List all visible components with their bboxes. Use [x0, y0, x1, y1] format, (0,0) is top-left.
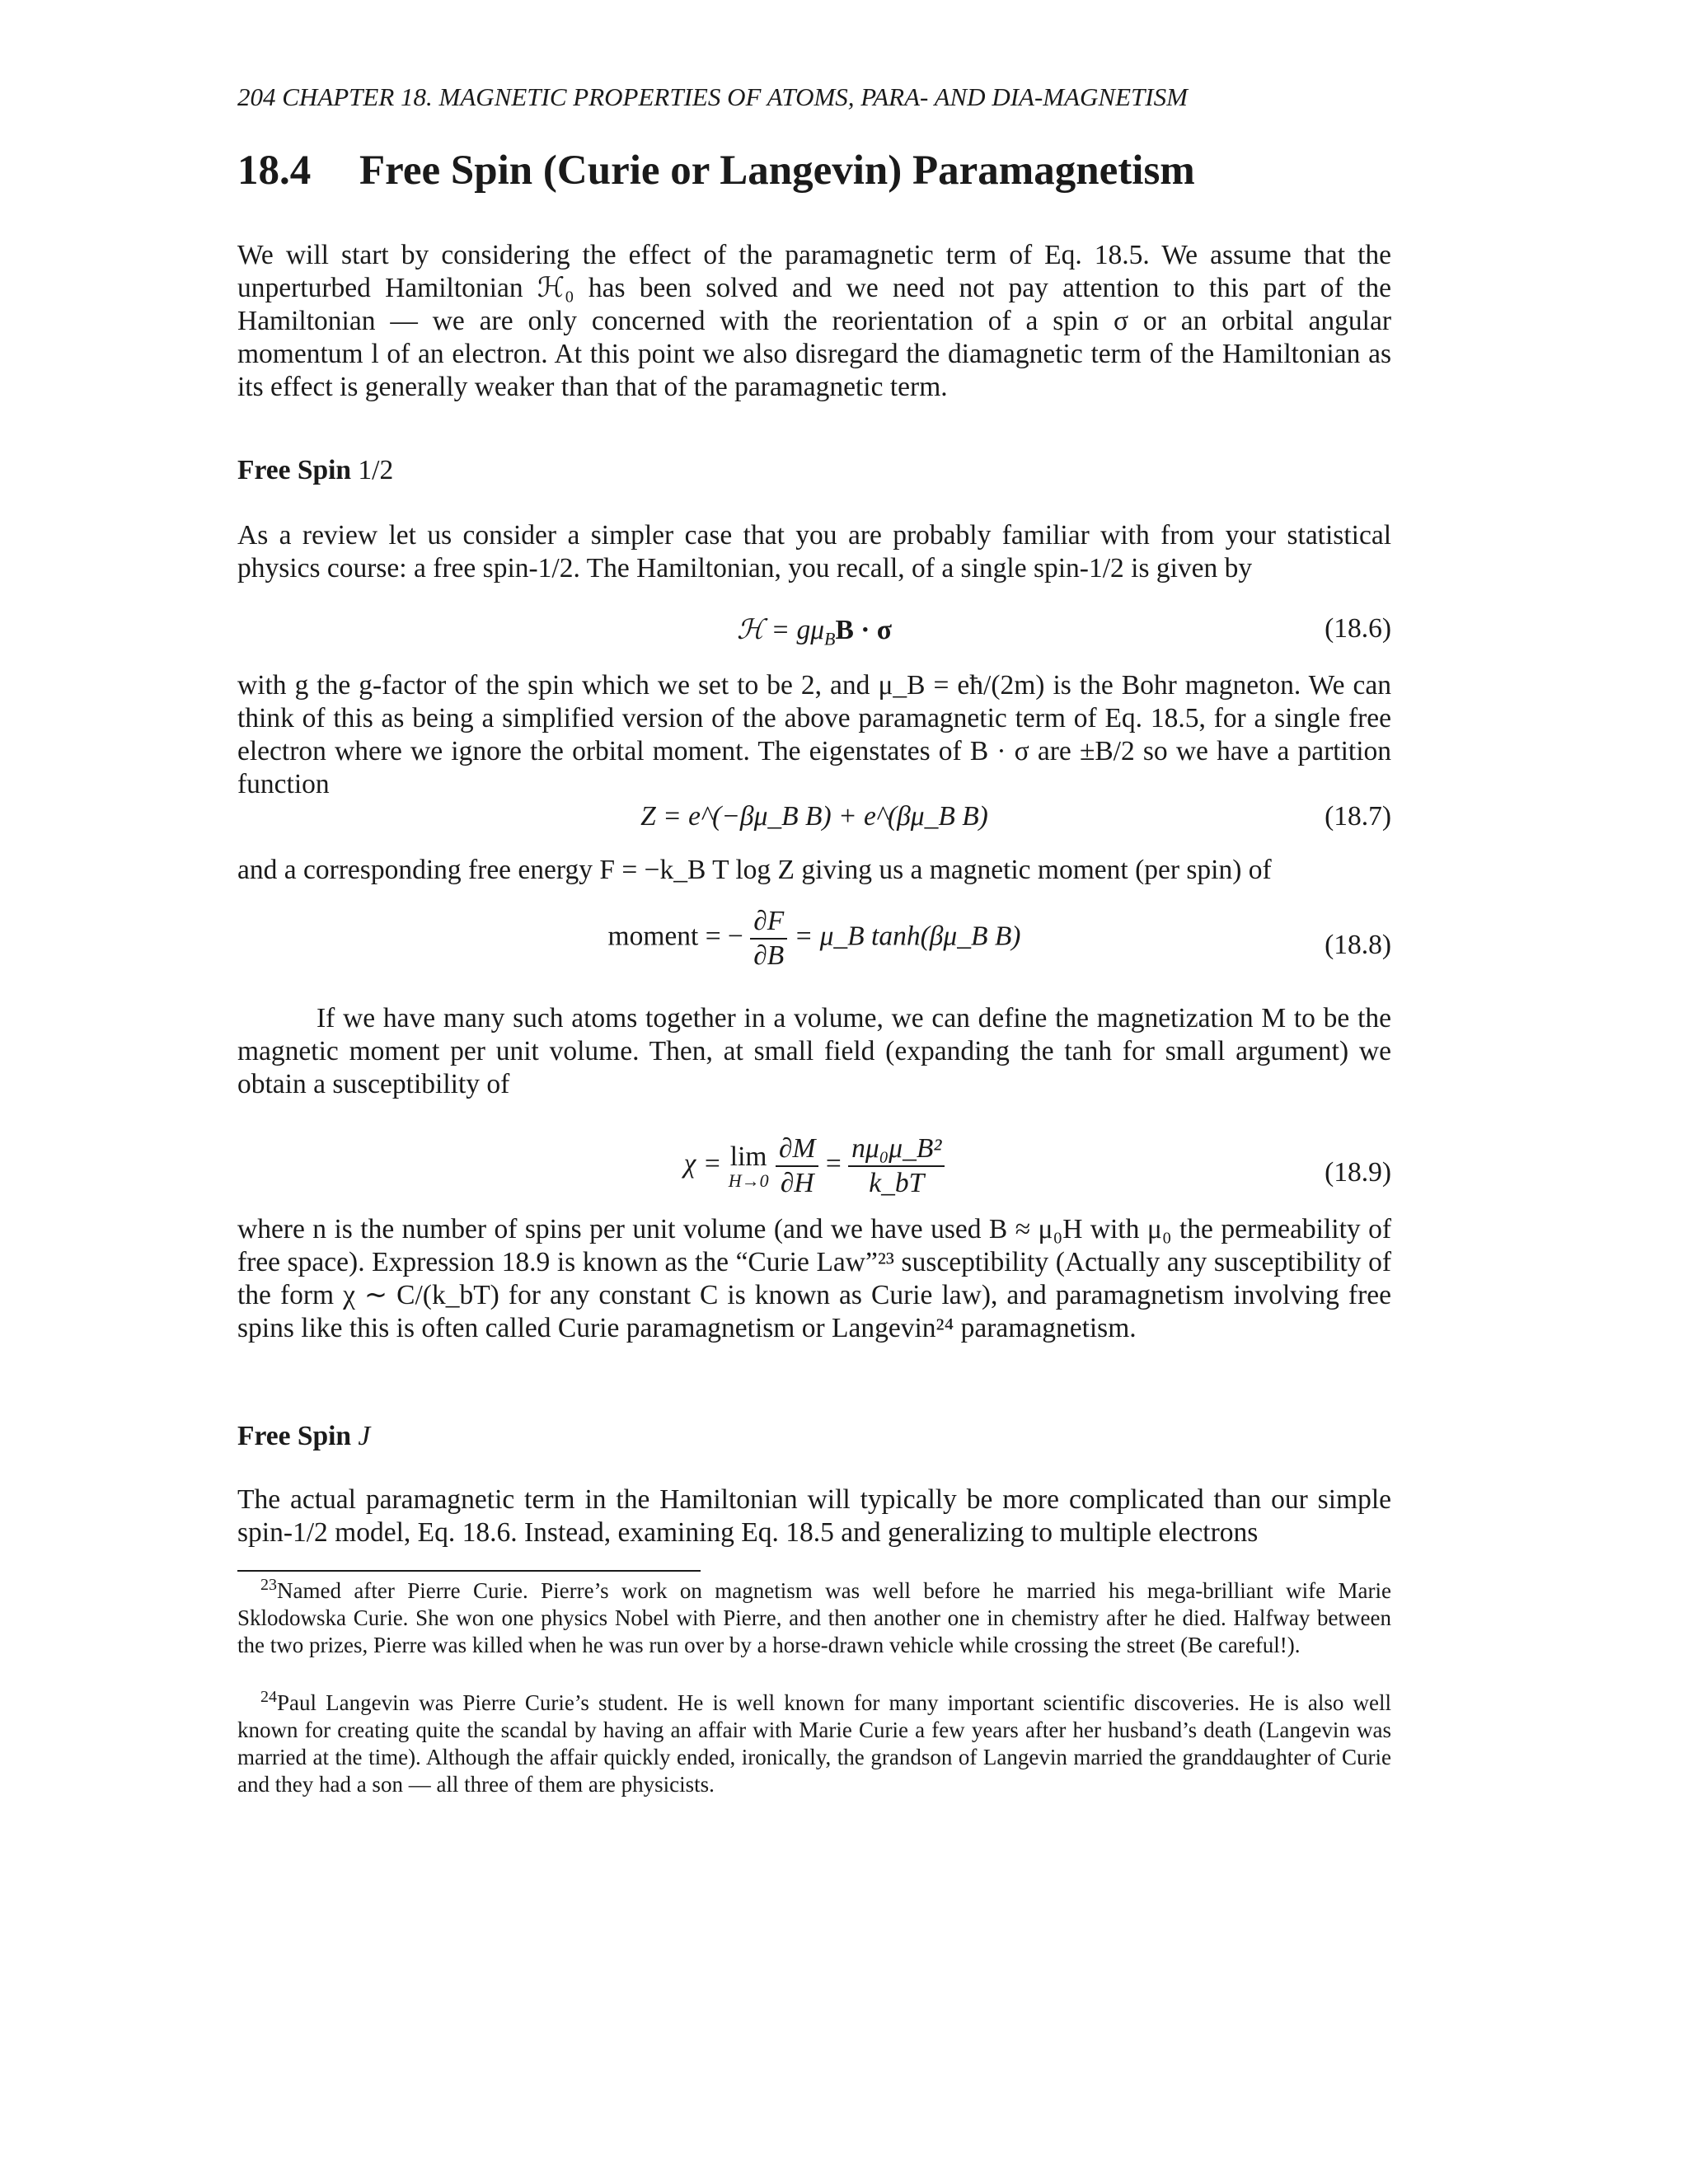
subsection-free-spin-j: [237, 1421, 370, 1452]
actual-term-paragraph: The actual paramagnetic term in the Hamiltonian will typically be more complicated than our simple spin-1/2 model, Eq. 18.6. Instead, examining Eq. 18.5 and generalizing to multiple electrons: [237, 1484, 1391, 1548]
subsection-bold: Free Spin: [237, 455, 352, 485]
subsection-free-spin-half: [237, 455, 393, 486]
section-title: [237, 147, 1391, 194]
equation-number: (18.9): [1325, 1157, 1391, 1188]
equation-18-9-body: χ = lim H→0 $\frac{\partial M}{\partial H}$ = $\frac{\text{nμ₀μ\_B²}}{k\_bT}$: [237, 1132, 1391, 1200]
equation-18-9: [237, 1132, 1391, 1215]
equation-number: (18.6): [1325, 613, 1391, 644]
equation-number: (18.7): [1325, 801, 1391, 832]
many-atoms-paragraph: If we have many such atoms together in a volume, we can define the magnetization M to be the magnetic moment per unit volume. Then, at small field (expanding the tanh for small argument) we obtain a susceptibility of: [237, 1003, 1391, 1099]
equation-18-6: [237, 613, 1391, 663]
footnote-mark: 24: [260, 1688, 277, 1706]
footnote-rule: [237, 1570, 701, 1572]
curie-paragraph: where n is the number of spins per unit volume (and we have used B ≈ μ₀H with μ₀ the permeability of free space). Expression 18.9 is known as the “Curie Law”²³ susceptibility (Actually any susceptibility of the form χ ∼ C/(k_bT) for any constant C is known as Curie law), and paramagnetism involving free spins like this is often called Curie paramagnetism or Langevin²⁴ paramagnetism.: [237, 1214, 1391, 1343]
subsection-bold: Free Spin: [237, 1421, 352, 1451]
equation-number: (18.8): [1325, 930, 1391, 960]
footnote-text: Named after Pierre Curie. Pierre’s work on magnetism was well before he married his mega-brilliant wife Marie Sklodowska Curie. She won one physics Nobel with Pierre, and then another one in chemistry after he died. Halfway between the two prizes, Pierre was killed when he was run over by a horse-drawn vehicle while crossing the street (Be careful!).: [237, 1578, 1391, 1657]
footnote-24: [237, 1690, 1391, 1798]
footnote-mark: 23: [260, 1576, 277, 1594]
review-paragraph: As a review let us consider a simpler case that you are probably familiar with from your statistical physics course: a free spin-1/2. The Hamiltonian, you recall, of a single spin-1/2 is given by: [237, 520, 1391, 583]
intro-paragraph: We will start by considering the effect of the paramagnetic term of Eq. 18.5. We assume that the unperturbed Hamiltonian ℋ₀ has been solved and we need not pay attention to this part of the Hamiltonian — we are only concerned with the reorientation of a spin σ or an orbital angular momentum l of an electron. At this point we also disregard the diamagnetic term of the Hamiltonian as its effect is generally weaker than that of the paramagnetic term.: [237, 240, 1391, 402]
fraction: $\frac{\partial F}{\partial B}$: [750, 905, 787, 972]
equation-18-8-body: moment = − $\frac{\partial F}{\partial B}$ = μ_B tanh(βμ_B B): [607, 906, 1021, 971]
equation-18-7-body: Z = e^(−βμ_B B) + e^(βμ_B B): [640, 801, 988, 832]
equation-18-8: [237, 905, 1391, 987]
fraction: $\frac{\partial M}{\partial H}$: [776, 1132, 818, 1200]
subsection-rest: 1/2: [358, 455, 394, 485]
free-energy-paragraph: and a corresponding free energy F = −k_B T log Z giving us a magnetic moment (per spin) of: [237, 855, 1272, 885]
fraction: $\frac{\text{nμ₀μ\_B²}}{k\_bT}$: [848, 1132, 945, 1200]
equation-18-7: [237, 801, 1391, 851]
footnote-23: [237, 1577, 1391, 1659]
subsection-rest: J: [358, 1421, 371, 1451]
gfactor-paragraph: with g the g-factor of the spin which we set to be 2, and μ_B = eħ/(2m) is the Bohr magneton. We can think of this as being a simplified version of the above paramagnetic term of Eq. 18.5, for a single free electron where we ignore the orbital moment. The eigenstates of B · σ are ±B/2 so we have a partition function: [237, 670, 1391, 799]
section-number: 18.4: [237, 148, 312, 194]
section-title-text: Free Spin (Curie or Langevin) Paramagnetism: [359, 148, 1195, 194]
equation-18-6-body: ℋ = $g\mu_BB \cdot \sigma$: [737, 615, 892, 649]
footnote-text: Paul Langevin was Pierre Curie’s student. He is well known for many important scientific discoveries. He is also well known for creating quite the scandal by having an affair with Marie Curie a few years after her husband’s death (Langevin was married at the time). Although the affair quickly ended, ironically, the grandson of Langevin married the granddaughter of Curie and they had a son — all three of them are physicists.: [237, 1690, 1391, 1797]
running-head: 204 CHAPTER 18. MAGNETIC PROPERTIES OF ATOMS, PARA- AND DIA-MAGNETISM: [237, 82, 1188, 111]
limit-operator: lim H→0: [728, 1141, 769, 1191]
